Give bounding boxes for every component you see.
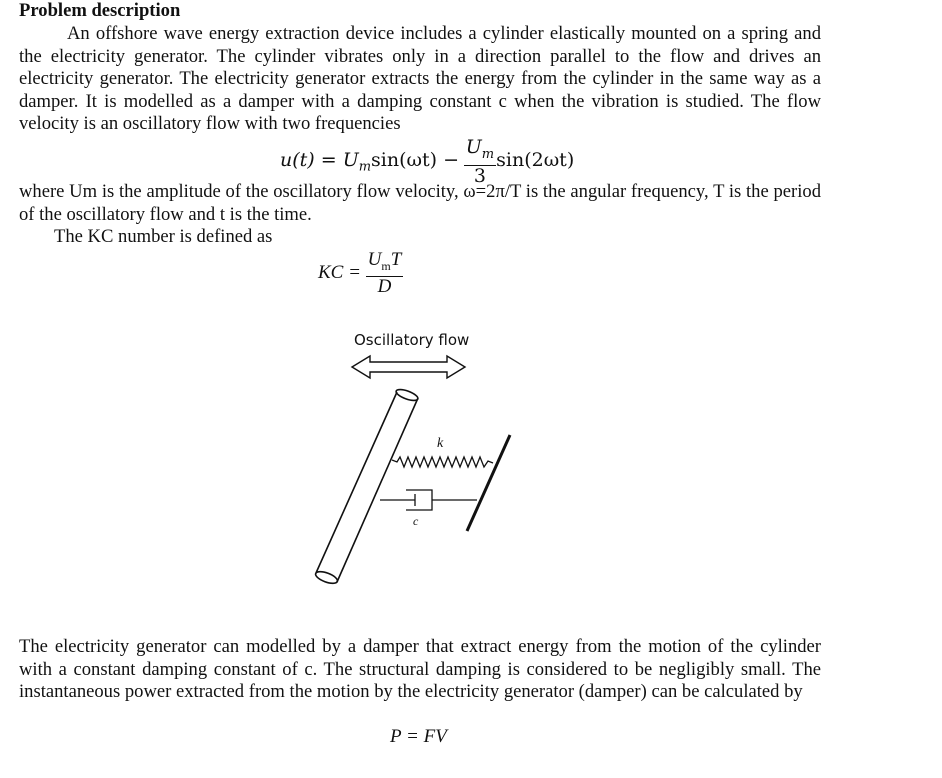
flow-arrow-icon [352, 356, 465, 378]
kc-numerator-sub: m [381, 258, 391, 273]
fraction-numerator: U [465, 136, 482, 158]
velocity-first-sine: sin(ωt) − [371, 148, 460, 171]
kc-numerator-tail: T [390, 249, 402, 270]
flow-label: Oscillatory flow [354, 331, 470, 349]
velocity-amplitude: U [342, 148, 359, 171]
damper-icon [380, 490, 477, 510]
velocity-second-sine: sin(2ωt) [496, 148, 575, 171]
cylinder-icon [314, 387, 419, 585]
damper-label: c [413, 514, 419, 528]
spring-icon [392, 457, 493, 467]
fraction-denominator: 3 [473, 164, 486, 187]
definition-paragraph: where Um is the amplitude of the oscillatory flow velocity, ω=2π/T is the angular frequency, T is the period of the oscillatory flow and t is the time. [19, 181, 821, 225]
intro-paragraph: An offshore wave energy extraction device includes a cylinder elastically mounted on a spring and the electricity generator. The cylinder vibrates only in a direction parallel to the flow and drives an electricity generator. The electricity generator extracts the energy from the cylinder in the same way as a damper. It is modelled as a damper with a damping constant c when the vibration is studied. The flow velocity is an oscillatory flow with two frequencies [19, 23, 821, 134]
fraction-numerator-sub: m [481, 146, 495, 162]
power-equation: P = FV [390, 726, 447, 747]
kc-numerator: U [367, 249, 382, 270]
kc-intro-text: The KC number is defined as [54, 226, 273, 247]
kc-denominator: D [377, 275, 392, 297]
velocity-amplitude-sub: m [358, 159, 372, 175]
section-heading: Problem description [19, 0, 181, 21]
power-paragraph: The electricity generator can modelled by a damper that extract energy from the motion of the cylinder with a constant damping constant of c. The structural damping is considered to be negligibly small. The instantaneous power extracted from the motion by the electricity generator (damper) can be calculated by [19, 636, 821, 702]
spring-label: k [437, 436, 444, 451]
wall-icon [467, 435, 510, 531]
kc-lhs: KC = [318, 261, 361, 283]
velocity-lhs: u(t) = [280, 148, 343, 171]
